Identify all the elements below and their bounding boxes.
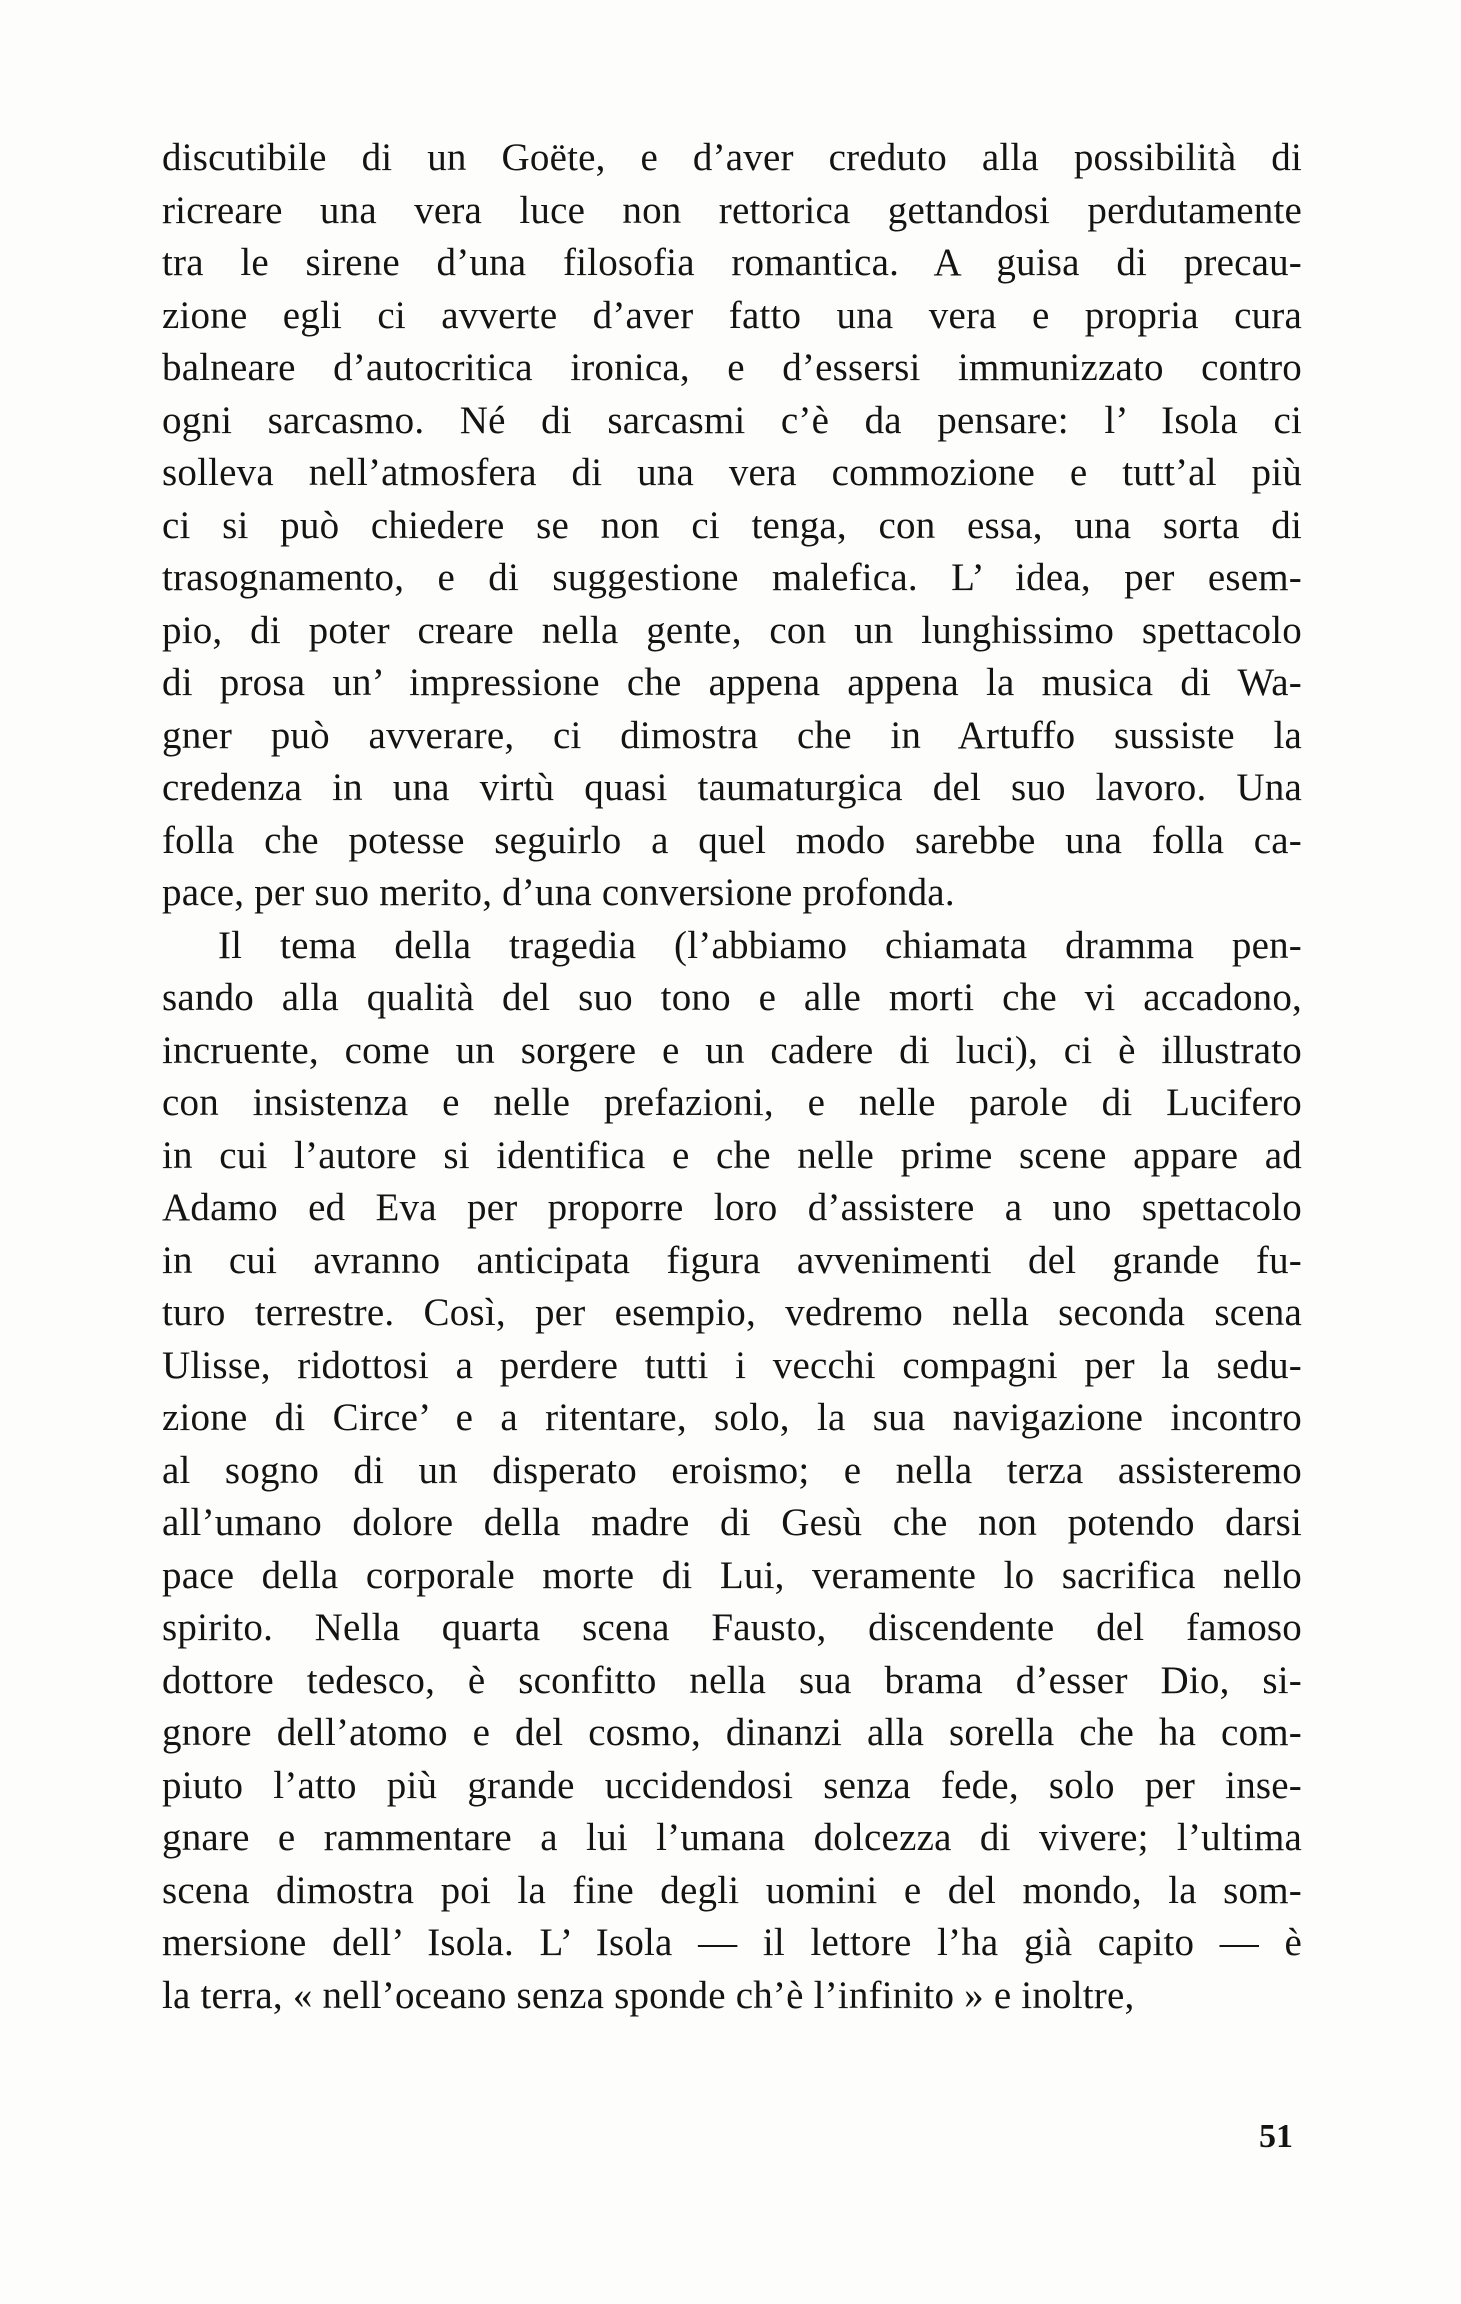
text-line: ricreare una vera luce non rettorica gettandosi perdutamente	[162, 188, 1302, 232]
body-text	[162, 132, 1302, 2022]
text-line: turo terrestre. Così, per esempio, vedremo nella seconda scena	[162, 1291, 1302, 1334]
text-line: balneare d’autocritica ironica, e d’essersi immunizzato contro	[162, 346, 1302, 389]
text-line: la terra, « nell’oceano senza sponde ch’è l’infinito » e inoltre,	[162, 1973, 1135, 2017]
text-line: in cui l’autore si identifica e che nelle prime scene appare ad	[162, 1133, 1302, 1177]
text-line: incruente, come un sorgere e un cadere di luci), ci è illustrato	[162, 1028, 1302, 1072]
text-line: al sogno di un disperato eroismo; e nella terza assisteremo	[162, 1448, 1302, 1492]
text-line: scena dimostra poi la fine degli uomini e del mondo, la som-	[162, 1868, 1302, 1912]
text-line: pio, di poter creare nella gente, con un lunghissimo spettacolo	[162, 608, 1302, 652]
text-line: all’umano dolore della madre di Gesù che non potendo darsi	[162, 1501, 1302, 1544]
text-line: zione egli ci avverte d’aver fatto una vera e propria cura	[162, 293, 1302, 337]
paragraph	[162, 920, 1302, 2023]
text-line: sando alla qualità del suo tono e alle morti che vi accadono,	[162, 976, 1302, 1019]
text-line: ogni sarcasmo. Né di sarcasmi c’è da pensare: l’ Isola ci	[162, 398, 1302, 442]
text-line: con insistenza e nelle prefazioni, e nelle parole di Lucifero	[162, 1081, 1302, 1124]
text-line: ci si può chiedere se non ci tenga, con essa, una sorta di	[162, 503, 1302, 547]
text-line: di prosa un’ impressione che appena appena la musica di Wa-	[162, 661, 1302, 704]
text-line: Ulisse, ridottosi a perdere tutti i vecchi compagni per la sedu-	[162, 1343, 1302, 1387]
text-line: piuto l’atto più grande uccidendosi senza fede, solo per inse-	[162, 1763, 1302, 1807]
text-line: dottore tedesco, è sconfitto nella sua brama d’esser Dio, si-	[162, 1658, 1302, 1702]
text-line: trasognamento, e di suggestione malefica. L’ idea, per esem-	[162, 556, 1302, 599]
text-line: gner può avverare, ci dimostra che in Artuffo sussiste la	[162, 713, 1302, 757]
text-line: pace, per suo merito, d’una conversione profonda.	[162, 871, 955, 914]
text-line: tra le sirene d’una filosofia romantica. A guisa di precau-	[162, 241, 1302, 284]
text-line: mersione dell’ Isola. L’ Isola — il lettore l’ha già capito — è	[162, 1921, 1302, 1964]
paragraph	[162, 132, 1302, 920]
text-line: Adamo ed Eva per proporre loro d’assistere a uno spettacolo	[162, 1186, 1302, 1229]
text-line: pace della corporale morte di Lui, veramente lo sacrifica nello	[162, 1553, 1302, 1597]
text-line: credenza in una virtù quasi taumaturgica del suo lavoro. Una	[162, 766, 1302, 809]
text-line: solleva nell’atmosfera di una vera commozione e tutt’al più	[162, 451, 1302, 494]
text-line: zione di Circe’ e a ritentare, solo, la sua navigazione incontro	[162, 1396, 1302, 1439]
text-line: spirito. Nella quarta scena Fausto, discendente del famoso	[162, 1606, 1302, 1649]
page-number: 51	[1259, 2118, 1293, 2155]
text-line: discutibile di un Goëte, e d’aver creduto alla possibilità di	[162, 136, 1302, 179]
text-line: Il tema della tragedia (l’abbiamo chiamata dramma pen-	[218, 923, 1302, 967]
text-line: gnare e rammentare a lui l’umana dolcezza di vivere; l’ultima	[162, 1816, 1302, 1859]
text-line: gnore dell’atomo e del cosmo, dinanzi alla sorella che ha com-	[162, 1711, 1302, 1754]
text-line: folla che potesse seguirlo a quel modo sarebbe una folla ca-	[162, 818, 1302, 862]
text-line: in cui avranno anticipata figura avvenimenti del grande fu-	[162, 1238, 1302, 1282]
